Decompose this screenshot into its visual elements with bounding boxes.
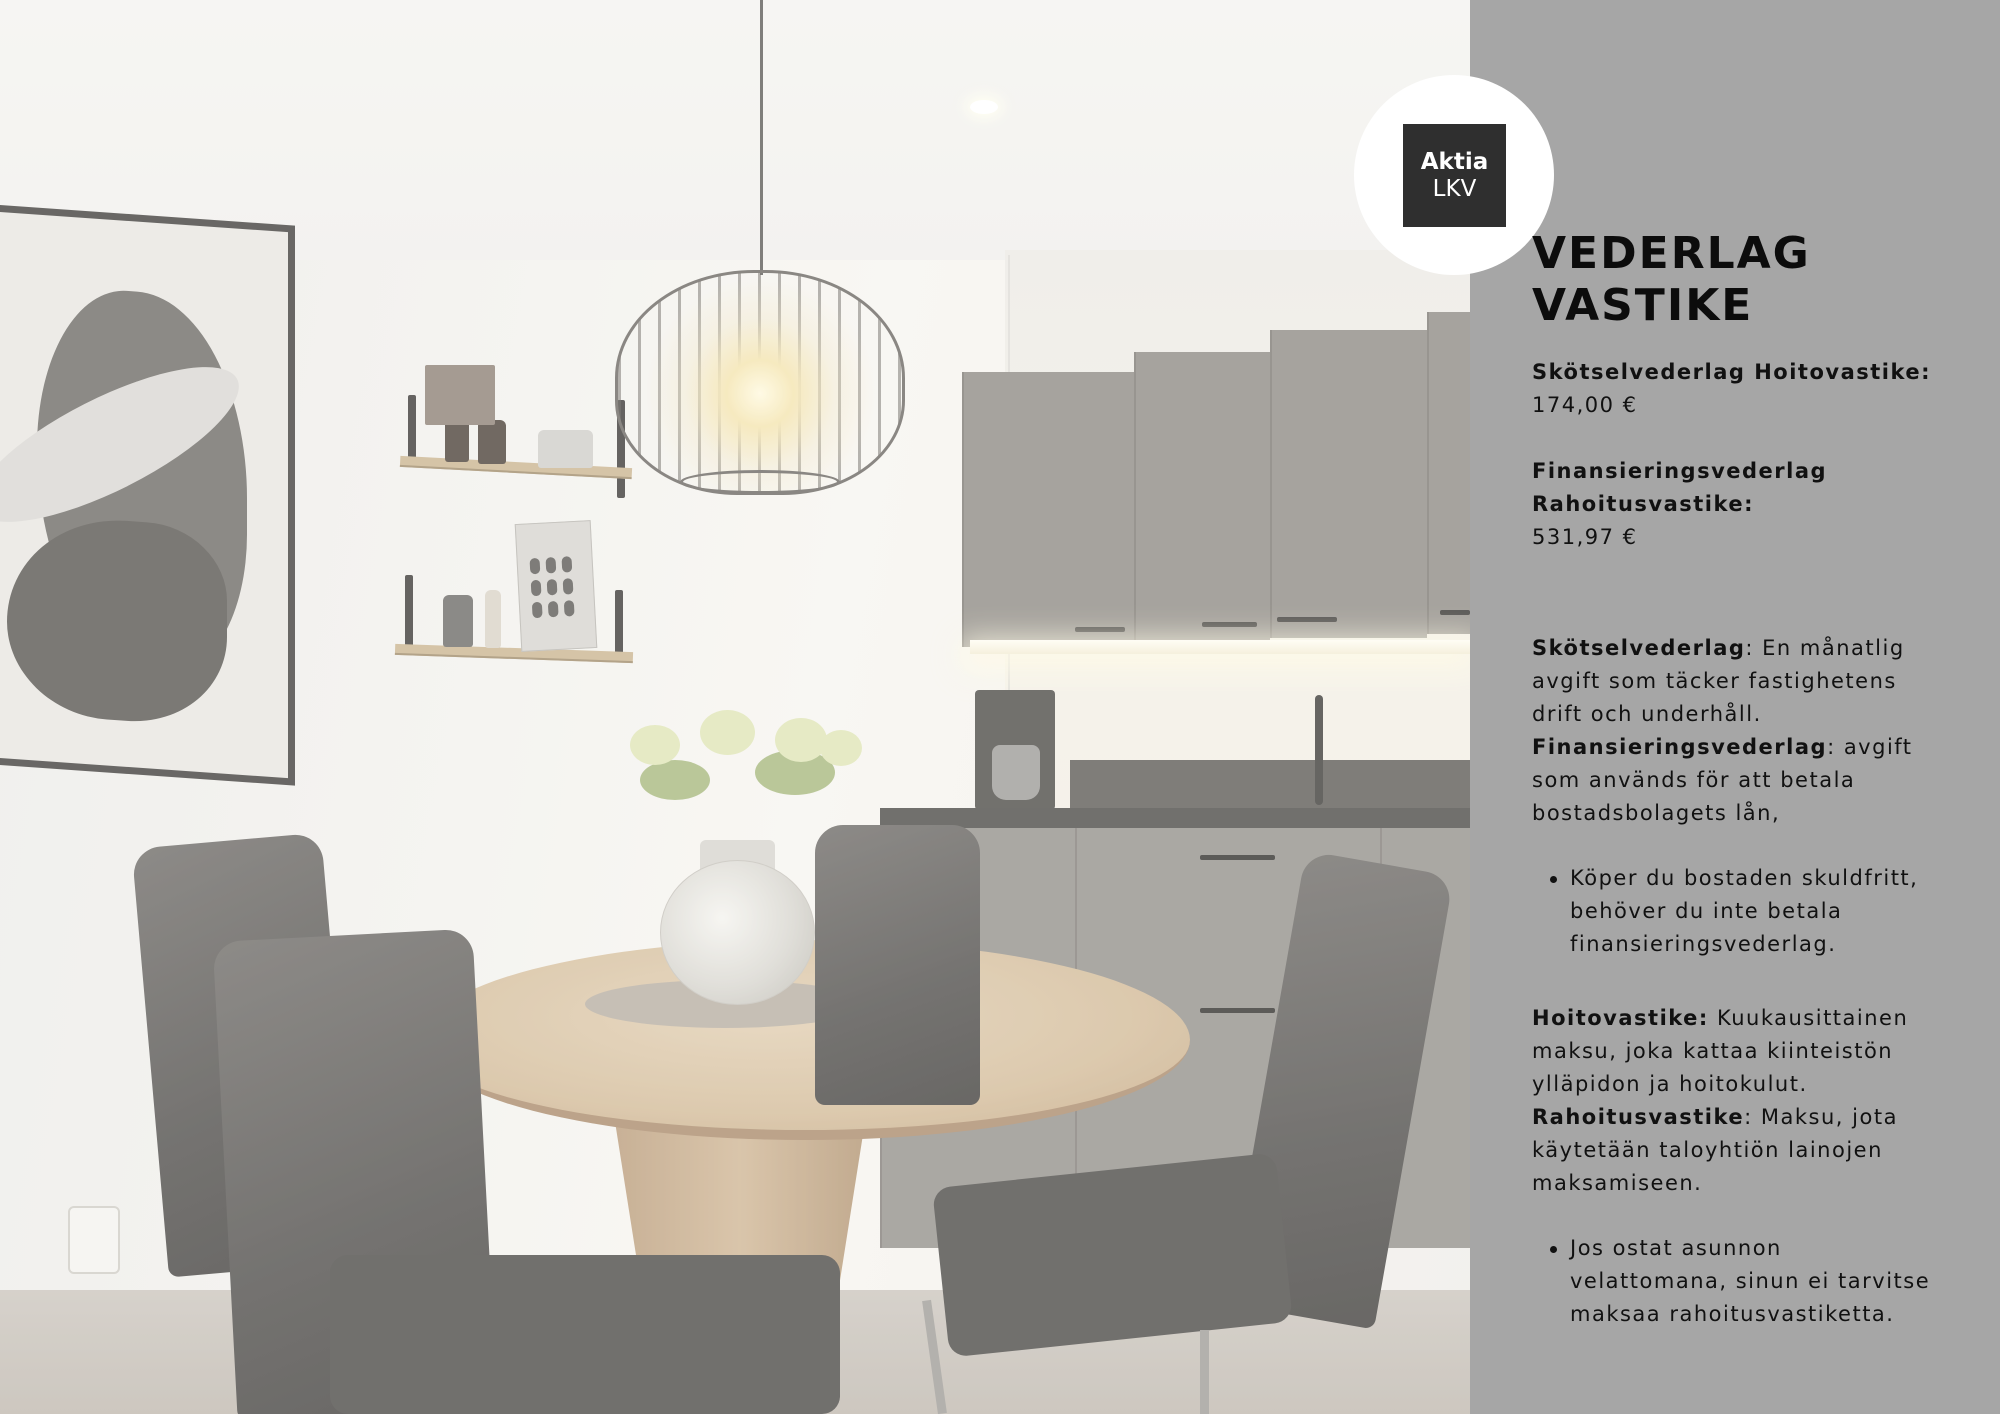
fee-value-financing: 531,97 € [1532,525,1638,549]
term-hoitovastike: Hoitovastike: [1532,1006,1709,1030]
swedish-definition-2-line3: bostadsbolagets lån, [1532,801,1781,825]
fee-label-maintenance: Skötselvederlag Hoitovastike: [1532,360,1932,384]
finnish-definition-1-line3: ylläpidon ja hoitokulut. [1532,1072,1808,1096]
fee-label-financing-fi: Rahoitusvastike: [1532,492,1755,516]
logo-text-lkv: LKV [1432,175,1477,202]
finnish-definition-2-line2: käytetään taloyhtiön lainojen [1532,1138,1883,1162]
term-skotselvederlag: Skötselvederlag [1532,636,1746,660]
aktia-lkv-logo [1403,124,1506,227]
definition-text: : avgift [1827,735,1913,759]
definition-text: : En månatlig [1745,636,1905,660]
bullet-text-line3: finansieringsvederlag. [1570,932,1837,956]
fee-label-financing: Finansieringsvederlag [1532,459,1828,483]
bullet-text-line3: maksaa rahoitusvastiketta. [1570,1302,1895,1326]
logo-text-aktia: Aktia [1420,148,1489,175]
bullet-text-line2: velattomana, sinun ei tarvitse [1570,1269,1931,1293]
finnish-definition-2-line3: maksamiseen. [1532,1171,1703,1195]
finnish-definition-2 [1532,1101,1898,1134]
finnish-definition-1-line2: maksu, joka kattaa kiinteistön [1532,1039,1894,1063]
swedish-definition-1 [1532,632,1905,665]
term-finansieringsvederlag: Finansieringsvederlag [1532,735,1828,759]
definition-text: : Maksu, jota [1744,1105,1898,1129]
heading-finnish: VASTIKE [1532,280,1754,331]
bullet-text-line2: behöver du inte betala [1570,899,1843,923]
swedish-definition-2-line2: som används för att betala [1532,768,1856,792]
bullet-text-line1: Köper du bostaden skuldfritt, [1570,866,1919,890]
swedish-definition-2 [1532,731,1913,764]
finnish-definition-1 [1532,1002,1908,1035]
swedish-definition-1-line2: avgift som täcker fastighetens [1532,669,1897,693]
definition-text: Kuukausittainen [1708,1006,1909,1030]
bullet-icon [1550,876,1557,883]
bullet-icon [1550,1246,1557,1253]
swedish-definition-1-line3: drift och underhåll. [1532,702,1762,726]
fee-value-maintenance: 174,00 € [1532,393,1638,417]
term-rahoitusvastike: Rahoitusvastike [1532,1105,1745,1129]
heading-swedish: VEDERLAG [1532,228,1811,279]
bullet-text-line1: Jos ostat asunnon [1570,1236,1782,1260]
